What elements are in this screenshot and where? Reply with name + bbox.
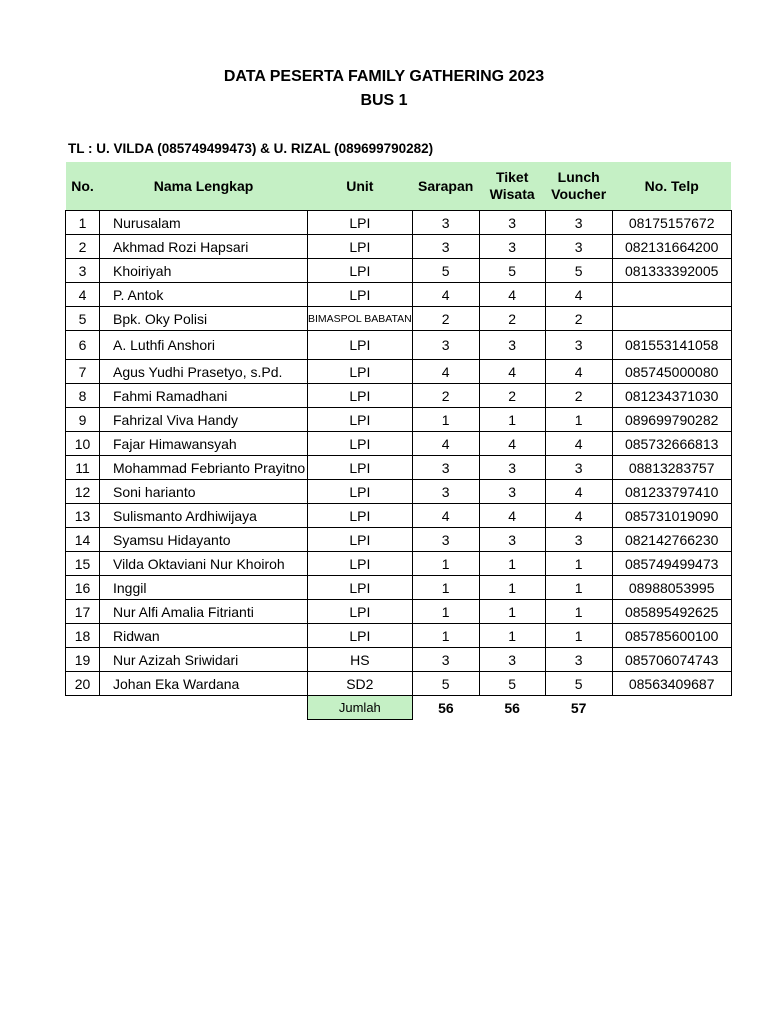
cell-tiket: 1 xyxy=(479,552,545,576)
cell-sarapan: 1 xyxy=(412,624,479,648)
cell-name: Vilda Oktaviani Nur Khoiroh xyxy=(100,552,308,576)
totals-label: Jumlah xyxy=(308,696,413,720)
table-row xyxy=(66,552,732,576)
cell-unit: LPI xyxy=(308,360,413,384)
cell-unit: LPI xyxy=(308,408,413,432)
cell-sarapan: 5 xyxy=(412,259,479,283)
cell-tiket: 2 xyxy=(479,307,545,331)
header-tiket-wisata xyxy=(479,162,545,211)
cell-telp: 085706074743 xyxy=(612,648,731,672)
cell-tiket: 4 xyxy=(479,504,545,528)
table-row xyxy=(66,331,732,360)
cell-telp: 082142766230 xyxy=(612,528,731,552)
cell-lunch: 3 xyxy=(545,235,612,259)
cell-unit: LPI xyxy=(308,528,413,552)
cell-sarapan: 3 xyxy=(412,456,479,480)
cell-telp: 081234371030 xyxy=(612,384,731,408)
cell-name: Ridwan xyxy=(100,624,308,648)
cell-no: 15 xyxy=(66,552,100,576)
table-row xyxy=(66,648,732,672)
cell-unit: LPI xyxy=(308,432,413,456)
cell-name: Sulismanto Ardhiwijaya xyxy=(100,504,308,528)
cell-unit: LPI xyxy=(308,331,413,360)
cell-unit: LPI xyxy=(308,552,413,576)
table-header-row xyxy=(66,162,732,211)
cell-name: Inggil xyxy=(100,576,308,600)
cell-sarapan: 3 xyxy=(412,211,479,235)
totals-empty-name xyxy=(100,696,308,720)
participant-table xyxy=(65,162,732,720)
cell-name: Fahmi Ramadhani xyxy=(100,384,308,408)
header-unit: Unit xyxy=(308,162,413,211)
cell-sarapan: 4 xyxy=(412,432,479,456)
cell-name: Nur Alfi Amalia Fitrianti xyxy=(100,600,308,624)
cell-unit: LPI xyxy=(308,384,413,408)
cell-tiket: 2 xyxy=(479,384,545,408)
cell-sarapan: 3 xyxy=(412,331,479,360)
cell-unit: LPI xyxy=(308,259,413,283)
cell-telp xyxy=(612,307,731,331)
cell-telp: 08175157672 xyxy=(612,211,731,235)
cell-lunch: 2 xyxy=(545,307,612,331)
cell-name: Fajar Himawansyah xyxy=(100,432,308,456)
cell-lunch: 5 xyxy=(545,259,612,283)
cell-unit: SD2 xyxy=(308,672,413,696)
cell-sarapan: 3 xyxy=(412,648,479,672)
header-no: No. xyxy=(66,162,100,211)
cell-unit: LPI xyxy=(308,480,413,504)
cell-lunch: 1 xyxy=(545,552,612,576)
cell-tiket: 3 xyxy=(479,528,545,552)
totals-row xyxy=(66,696,732,720)
table-row xyxy=(66,211,732,235)
document-subtitle: BUS 1 xyxy=(360,92,408,109)
cell-no: 16 xyxy=(66,576,100,600)
cell-lunch: 2 xyxy=(545,384,612,408)
cell-sarapan: 3 xyxy=(412,528,479,552)
cell-unit: LPI xyxy=(308,283,413,307)
cell-lunch: 4 xyxy=(545,480,612,504)
cell-name: A. Luthfi Anshori xyxy=(100,331,308,360)
header-lunch-line1: Lunch xyxy=(557,169,600,185)
cell-tiket: 5 xyxy=(479,672,545,696)
cell-tiket: 1 xyxy=(479,576,545,600)
cell-no: 17 xyxy=(66,600,100,624)
table-row xyxy=(66,384,732,408)
totals-tiket: 56 xyxy=(504,699,520,716)
cell-lunch: 5 xyxy=(545,672,612,696)
cell-tiket: 3 xyxy=(479,235,545,259)
cell-sarapan: 4 xyxy=(412,360,479,384)
cell-telp: 08813283757 xyxy=(612,456,731,480)
cell-no: 6 xyxy=(66,331,100,360)
header-name: Nama Lengkap xyxy=(100,162,308,211)
cell-lunch: 1 xyxy=(545,576,612,600)
cell-no: 8 xyxy=(66,384,100,408)
table-row xyxy=(66,307,732,331)
cell-telp: 085749499473 xyxy=(612,552,731,576)
cell-name: Johan Eka Wardana xyxy=(100,672,308,696)
totals-empty-telp xyxy=(612,696,731,720)
cell-no: 13 xyxy=(66,504,100,528)
cell-telp: 08988053995 xyxy=(612,576,731,600)
cell-telp: 081553141058 xyxy=(612,331,731,360)
totals-lunch: 57 xyxy=(570,699,587,716)
cell-tiket: 3 xyxy=(479,480,545,504)
cell-sarapan: 4 xyxy=(412,283,479,307)
cell-lunch: 3 xyxy=(545,331,612,360)
table-row xyxy=(66,259,732,283)
table-row xyxy=(66,480,732,504)
cell-unit: LPI xyxy=(308,624,413,648)
cell-unit: LPI xyxy=(308,600,413,624)
cell-no: 5 xyxy=(66,307,100,331)
cell-no: 7 xyxy=(66,360,100,384)
cell-lunch: 1 xyxy=(545,600,612,624)
cell-sarapan: 5 xyxy=(412,672,479,696)
table-body xyxy=(66,211,732,696)
cell-no: 18 xyxy=(66,624,100,648)
cell-unit: BIMASPOL BABATAN xyxy=(308,307,413,331)
table-row xyxy=(66,360,732,384)
cell-sarapan: 1 xyxy=(412,552,479,576)
cell-unit: LPI xyxy=(308,211,413,235)
cell-telp: 085895492625 xyxy=(612,600,731,624)
cell-tiket: 3 xyxy=(479,331,545,360)
cell-unit: LPI xyxy=(308,235,413,259)
cell-telp: 089699790282 xyxy=(612,408,731,432)
table-row xyxy=(66,456,732,480)
table-row xyxy=(66,283,732,307)
cell-no: 1 xyxy=(66,211,100,235)
cell-tiket: 3 xyxy=(479,648,545,672)
cell-no: 10 xyxy=(66,432,100,456)
cell-name: Mohammad Febrianto Prayitno xyxy=(100,456,308,480)
header-telp: No. Telp xyxy=(612,162,731,211)
cell-unit: LPI xyxy=(308,576,413,600)
cell-lunch: 3 xyxy=(545,528,612,552)
header-lunch-voucher xyxy=(545,162,612,211)
cell-sarapan: 2 xyxy=(412,384,479,408)
table-row xyxy=(66,576,732,600)
table-row xyxy=(66,432,732,456)
cell-no: 3 xyxy=(66,259,100,283)
cell-lunch: 3 xyxy=(545,211,612,235)
cell-sarapan: 1 xyxy=(412,408,479,432)
header-lunch-line2: Voucher xyxy=(551,186,607,202)
cell-telp: 085745000080 xyxy=(612,360,731,384)
cell-lunch: 4 xyxy=(545,504,612,528)
cell-telp: 085785600100 xyxy=(612,624,731,648)
cell-no: 12 xyxy=(66,480,100,504)
cell-telp: 081333392005 xyxy=(612,259,731,283)
cell-tiket: 3 xyxy=(479,456,545,480)
header-sarapan: Sarapan xyxy=(412,162,479,211)
totals-empty-no xyxy=(66,696,100,720)
cell-lunch: 4 xyxy=(545,360,612,384)
header-tiket-line2: Wisata xyxy=(489,186,535,202)
table-row xyxy=(66,600,732,624)
cell-sarapan: 4 xyxy=(412,504,479,528)
cell-lunch: 3 xyxy=(545,456,612,480)
cell-lunch: 4 xyxy=(545,283,612,307)
cell-no: 14 xyxy=(66,528,100,552)
cell-tiket: 3 xyxy=(479,211,545,235)
cell-sarapan: 1 xyxy=(412,600,479,624)
table-row xyxy=(66,624,732,648)
cell-telp: 082131664200 xyxy=(612,235,731,259)
cell-name: Khoiriyah xyxy=(100,259,308,283)
cell-telp: 081233797410 xyxy=(612,480,731,504)
cell-telp: 085731019090 xyxy=(612,504,731,528)
header-tiket-line1: Tiket xyxy=(495,169,529,185)
cell-tiket: 4 xyxy=(479,360,545,384)
cell-name: P. Antok xyxy=(100,283,308,307)
cell-no: 4 xyxy=(66,283,100,307)
cell-name: Fahrizal Viva Handy xyxy=(100,408,308,432)
cell-no: 19 xyxy=(66,648,100,672)
cell-no: 9 xyxy=(66,408,100,432)
cell-telp: 085732666813 xyxy=(612,432,731,456)
cell-name: Soni harianto xyxy=(100,480,308,504)
cell-no: 11 xyxy=(66,456,100,480)
table-row xyxy=(66,528,732,552)
cell-tiket: 5 xyxy=(479,259,545,283)
cell-telp xyxy=(612,283,731,307)
cell-lunch: 3 xyxy=(545,648,612,672)
cell-sarapan: 3 xyxy=(412,480,479,504)
cell-tiket: 1 xyxy=(479,624,545,648)
cell-sarapan: 1 xyxy=(412,576,479,600)
cell-name: Akhmad Rozi Hapsari xyxy=(100,235,308,259)
cell-name: Nur Azizah Sriwidari xyxy=(100,648,308,672)
cell-tiket: 4 xyxy=(479,432,545,456)
table-row xyxy=(66,672,732,696)
table-row xyxy=(66,235,732,259)
cell-name: Bpk. Oky Polisi xyxy=(100,307,308,331)
cell-tiket: 4 xyxy=(479,283,545,307)
cell-unit: HS xyxy=(308,648,413,672)
cell-no: 20 xyxy=(66,672,100,696)
cell-no: 2 xyxy=(66,235,100,259)
cell-lunch: 1 xyxy=(545,408,612,432)
table-row xyxy=(66,504,732,528)
totals-sarapan: 56 xyxy=(438,699,454,716)
cell-sarapan: 3 xyxy=(412,235,479,259)
cell-name: Nurusalam xyxy=(100,211,308,235)
cell-sarapan: 2 xyxy=(412,307,479,331)
cell-tiket: 1 xyxy=(479,408,545,432)
tour-leader-line: TL : U. VILDA (085749499473) & U. RIZAL (089699790282) xyxy=(68,141,434,156)
cell-name: Agus Yudhi Prasetyo, s.Pd. xyxy=(100,360,308,384)
table-row xyxy=(66,408,732,432)
document-title: DATA PESERTA FAMILY GATHERING 2023 xyxy=(223,68,545,85)
cell-telp: 08563409687 xyxy=(612,672,731,696)
cell-lunch: 4 xyxy=(545,432,612,456)
cell-unit: LPI xyxy=(308,504,413,528)
cell-unit: LPI xyxy=(308,456,413,480)
cell-name: Syamsu Hidayanto xyxy=(100,528,308,552)
cell-tiket: 1 xyxy=(479,600,545,624)
cell-lunch: 1 xyxy=(545,624,612,648)
